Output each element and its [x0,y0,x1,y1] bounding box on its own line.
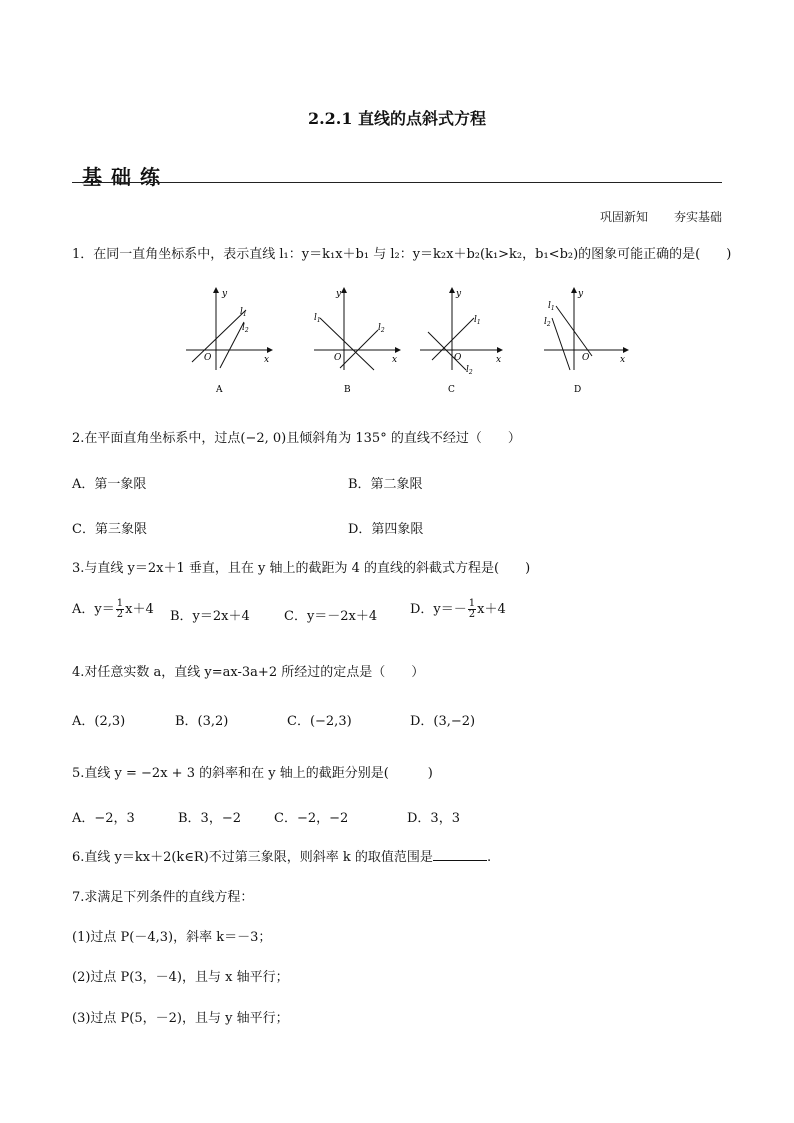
graph-b-x-label: x [392,355,398,365]
graph-d-y-label: y [578,289,584,299]
section-rule [72,182,722,183]
graph-d [544,288,628,395]
q4-option-c: C．(−2,3) [287,714,352,729]
graph-b-l2: $l_2$ [378,323,385,334]
q4-option-b: B．(3,2) [175,714,229,729]
graph-c-y-label: y [456,289,462,299]
graph-c [420,288,502,395]
graph-a-l1: $l_1$ [240,307,247,318]
graph-b-letter: B [344,385,351,395]
question-6: 6.直线 y＝kx＋2(k∈R)不过第三象限，则斜率 k 的取值范围是 . [72,850,492,865]
graph-c-x-label: x [496,355,502,365]
q7-item-3: (3)过点 P(5，－2)，且与 y 轴平行； [72,1011,289,1026]
page-title: 2.2.1 直线的点斜式方程 [307,109,487,128]
q4-option-a: A．(2,3) [72,714,126,729]
graph-b-y-label: y [336,289,342,299]
question-5: 5.直线 y = −2x + 3 的斜率和在 y 轴上的截距分别是( ) [72,766,433,781]
graph-a-letter: A [216,385,223,395]
q2-option-d: D．第四象限 [348,522,424,537]
question-2: 2.在平面直角坐标系中，过点(−2, 0)且倾斜角为 135° 的直线不经过（ ） [72,431,521,446]
graph-d-l1: $l_1$ [548,301,555,312]
q3-option-b: B．y＝2x＋4 [170,609,250,624]
answer-blank[interactable] [433,848,487,861]
graph-b-origin: O [334,353,342,363]
q3-option-a: A．y＝ $\frac{1}{2}$ x＋4 [72,598,154,620]
q4-option-d: D．(3,−2) [410,714,476,729]
graph-c-letter: C [448,385,455,395]
motto-2: 夯实基础 [673,210,722,224]
graph-d-letter: D [574,385,582,395]
graph-a-l2: $l_2$ [242,323,249,334]
q5-option-b: B．3，−2 [178,811,241,826]
question-4: 4.对任意实数 a，直线 y=ax-3a+2 所经过的定点是（ ） [72,665,425,680]
section-motto [600,208,722,225]
q3-option-c: C．y＝－2x＋4 [284,609,378,624]
motto-1: 巩固新知 [599,210,648,224]
q2-option-a: A．第一象限 [72,477,147,492]
question-1: 1．在同一直角坐标系中，表示直线 l₁：y＝k₁x＋b₁ 与 l₂：y＝k₂x＋b₂(k₁>k₂，b₁<b₂)的图象可能正确的是( ) [72,247,732,262]
graph-c-l2: $l_2$ [466,365,473,376]
q3-option-d: D．y＝－ $\frac{1}{2}$ x＋4 [410,598,506,620]
graph-a-y-label: y [222,289,228,299]
graph-d-l2: $l_2$ [544,317,551,328]
question-1-graphs [180,284,640,400]
q5-option-a: A．−2，3 [72,811,135,826]
graph-d-origin: O [582,353,590,363]
q5-option-c: C．−2，−2 [274,811,349,826]
q2-option-c: C．第三象限 [72,522,147,537]
graph-b [314,288,400,395]
q7-item-1: (1)过点 P(－4,3)，斜率 k＝－3； [72,930,272,945]
question-7: 7.求满足下列条件的直线方程： [72,890,254,905]
question-3: 3.与直线 y＝2x＋1 垂直，且在 y 轴上的截距为 4 的直线的斜截式方程是( ) [72,561,531,576]
q2-option-b: B．第二象限 [348,477,423,492]
graph-d-x-label: x [620,355,626,365]
graph-b-l1: $l_1$ [314,313,321,324]
graph-a-origin: O [204,353,212,363]
graph-c-l1: $l_1$ [474,315,481,326]
graph-a-x-label: x [264,355,270,365]
graph-a [186,288,272,395]
section-heading: 基础练 [82,165,169,189]
graph-c-origin: O [454,353,462,363]
q7-item-2: (2)过点 P(3，－4)，且与 x 轴平行； [72,970,289,985]
q5-option-d: D．3，3 [407,811,460,826]
